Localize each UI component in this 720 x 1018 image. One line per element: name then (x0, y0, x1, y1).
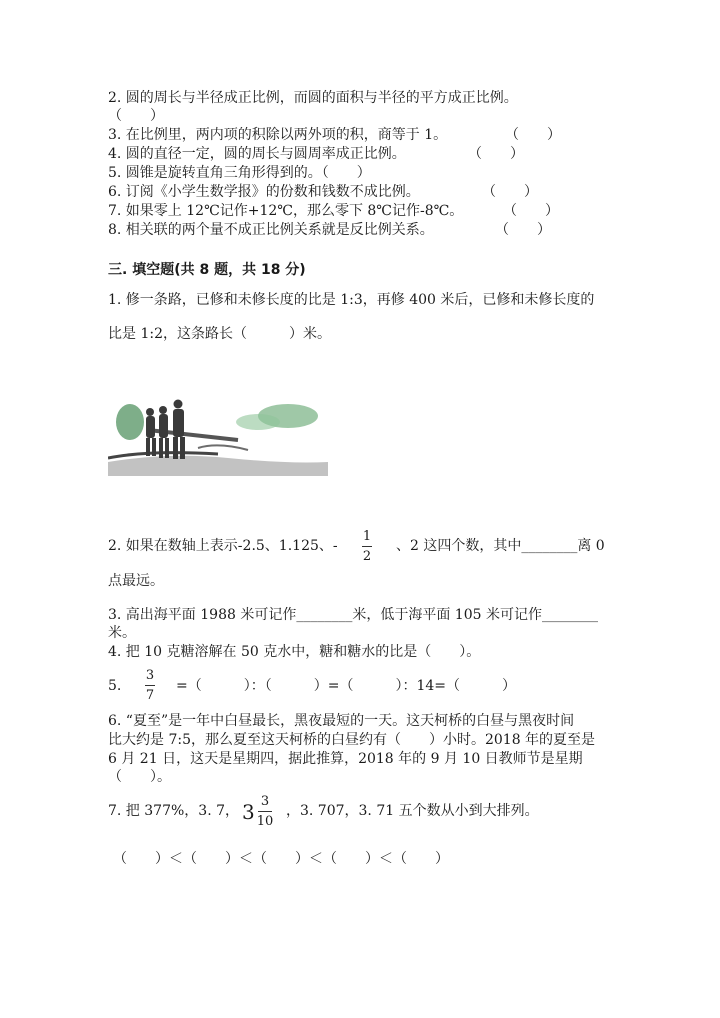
judgement-4-paren[interactable]: （ ） (468, 146, 524, 162)
fraction-bar (145, 685, 155, 686)
q2-part1: 2. 如果在数轴上表示-2.5、1.125、- (108, 538, 338, 554)
judgement-8: 8. 相关联的两个量不成正比例关系就是反比例关系。 (108, 222, 434, 238)
q5-rest: =（ ）：（ ）=（ ）：14=（ ） (176, 678, 517, 694)
q6-line3: 6 月 21 日，这天是星期四，据此推算，2018 年的 9 月 10 日教师节是星期 (108, 751, 583, 767)
fraction-denominator: 7 (145, 688, 155, 703)
q7-part1: 7. 把 377%，3. 7， (108, 803, 239, 819)
mixed-number-three-three-tenths (242, 794, 273, 829)
fraction-denominator: 10 (256, 814, 274, 829)
q7-part2: ，3. 707，3. 71 五个数从小到大排列。 (286, 803, 539, 819)
q3-line2: 米。 (108, 625, 136, 641)
fraction-denominator: 2 (362, 549, 372, 564)
q1-line1: 1. 修一条路，已修和未修长度的比是 1:3，再修 400 米后，已修和未修长度的 (108, 292, 595, 308)
mixed-fraction (257, 794, 274, 829)
fraction-bar (258, 811, 272, 812)
judgement-2-paren: （ ） (108, 108, 164, 124)
q4: 4. 把 10 克糖溶解在 50 克水中，糖和糖水的比是（ ）。 (108, 644, 481, 660)
q6-line4: （ ）。 (108, 769, 171, 785)
judgement-3-paren[interactable]: （ ） (505, 127, 561, 143)
judgement-5: 5. 圆锥是旋转直角三角形得到的。（ ） (108, 165, 371, 181)
fraction-numerator: 1 (362, 529, 372, 544)
section-title: 三. 填空题(共 8 题，共 18 分) (108, 262, 306, 278)
judgement-6-paren[interactable]: （ ） (482, 184, 538, 200)
q2-line2: 点最远。 (108, 573, 164, 589)
judgement-6: 6. 订阅《小学生数学报》的份数和钱数不成比例。 (108, 184, 420, 200)
q1-line2: 比是 1:2，这条路长（ ）米。 (108, 326, 331, 342)
q2-part2: 、2 这四个数，其中________离 0 (396, 538, 605, 554)
judgement-2: 2. 圆的周长与半径成正比例，而圆的面积与半径的平方成正比例。 (108, 90, 518, 106)
q7-order-line[interactable]: （ ）＜（ ）＜（ ）＜（ ）＜（ ） (113, 851, 449, 867)
q5-label: 5. (108, 678, 122, 694)
q6-line1: 6. “夏至”是一年中白昼最长，黑夜最短的一天。这天柯桥的白昼与黑夜时间 (108, 713, 575, 729)
judgement-4: 4. 圆的直径一定，圆的周长与圆周率成正比例。 (108, 146, 406, 162)
fraction-bar (362, 546, 372, 547)
fraction-numerator: 3 (260, 794, 270, 809)
q6-line2: 比大约是 7:5，那么夏至这天柯桥的白昼约有（ ）小时。2018 年的夏至是 (108, 732, 596, 748)
judgement-3: 3. 在比例里，两内项的积除以两外项的积，商等于 1。 (108, 127, 448, 143)
judgement-8-paren[interactable]: （ ） (495, 222, 551, 238)
mixed-whole: 3 (242, 799, 255, 824)
fraction-one-half (362, 529, 372, 564)
fraction-three-sevenths (145, 668, 155, 703)
judgement-7: 7. 如果零上 12℃记作+12℃，那么零下 8℃记作-8℃。 (108, 203, 464, 219)
q3-line1: 3. 高出海平面 1988 米可记作________米，低于海平面 105 米可记作________ (108, 607, 598, 623)
judgement-7-paren[interactable]: （ ） (503, 203, 559, 219)
workers-carrying-pipe-image (108, 392, 328, 476)
fraction-numerator: 3 (145, 668, 155, 683)
